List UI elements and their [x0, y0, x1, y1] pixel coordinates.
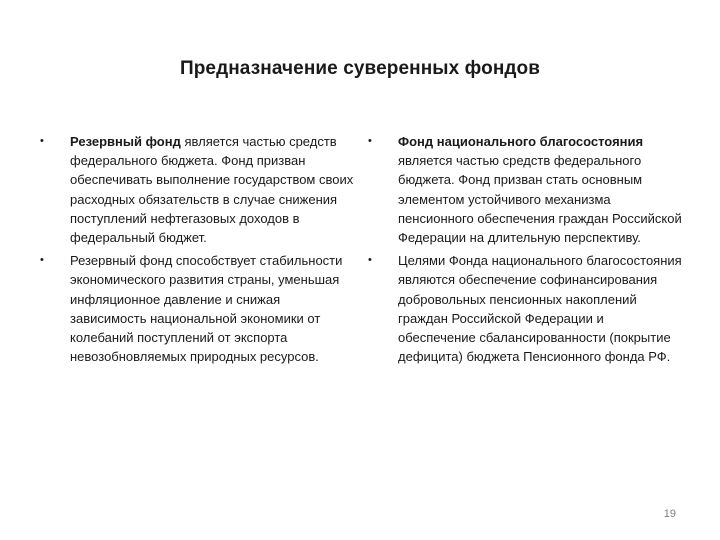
list-item — [364, 251, 684, 366]
page-number: 19 — [663, 508, 676, 520]
list-item-text — [70, 132, 356, 247]
list-item — [36, 132, 356, 247]
list-item-body: является частью средств федерального бюджета. Фонд призван стать основным элементом устойчивого механизма пенсионного обеспечения граждан Российской Федерации на длительную перспективу. — [398, 153, 682, 246]
list-item-body: Целями Фонда национального благосостояния являются обеспечение софинансирования добровольных пенсионных накоплений граждан Российской Федерации и обеспечение сбалансированности (покрытие дефицита) бюджета Пенсионного фонда РФ. — [398, 253, 682, 365]
list-item-bold-lead: Резервный фонд — [70, 134, 181, 149]
list-item — [364, 132, 684, 247]
bullet-icon: • — [368, 135, 372, 147]
list-item-text — [398, 132, 684, 247]
right-column — [364, 132, 684, 370]
slide-title: Предназначение суверенных фондов — [179, 58, 541, 79]
bullet-icon: • — [40, 254, 44, 267]
left-column — [36, 132, 356, 370]
bullet-icon: • — [40, 135, 44, 147]
list-item — [36, 251, 356, 366]
list-item-body: является частью средств федерального бюджета. Фонд призван обеспечивать выполнение государством своих расходных обязательств в случае снижения поступлений нефтегазовых доходов в федеральный бюджет. — [70, 134, 354, 246]
list-item-body: Резервный фонд способствует стабильности экономического развития страны, уменьшая инфляционное давление и снижая зависимость национальной экономики от колебаний поступлений от экспорта невозобновляемых природных ресурсов. — [70, 253, 343, 365]
list-item-text — [398, 251, 684, 366]
list-item-bold-lead: Фонд национального благосостояния — [398, 134, 644, 149]
bullet-icon: • — [368, 254, 372, 267]
list-item-text — [70, 251, 356, 366]
